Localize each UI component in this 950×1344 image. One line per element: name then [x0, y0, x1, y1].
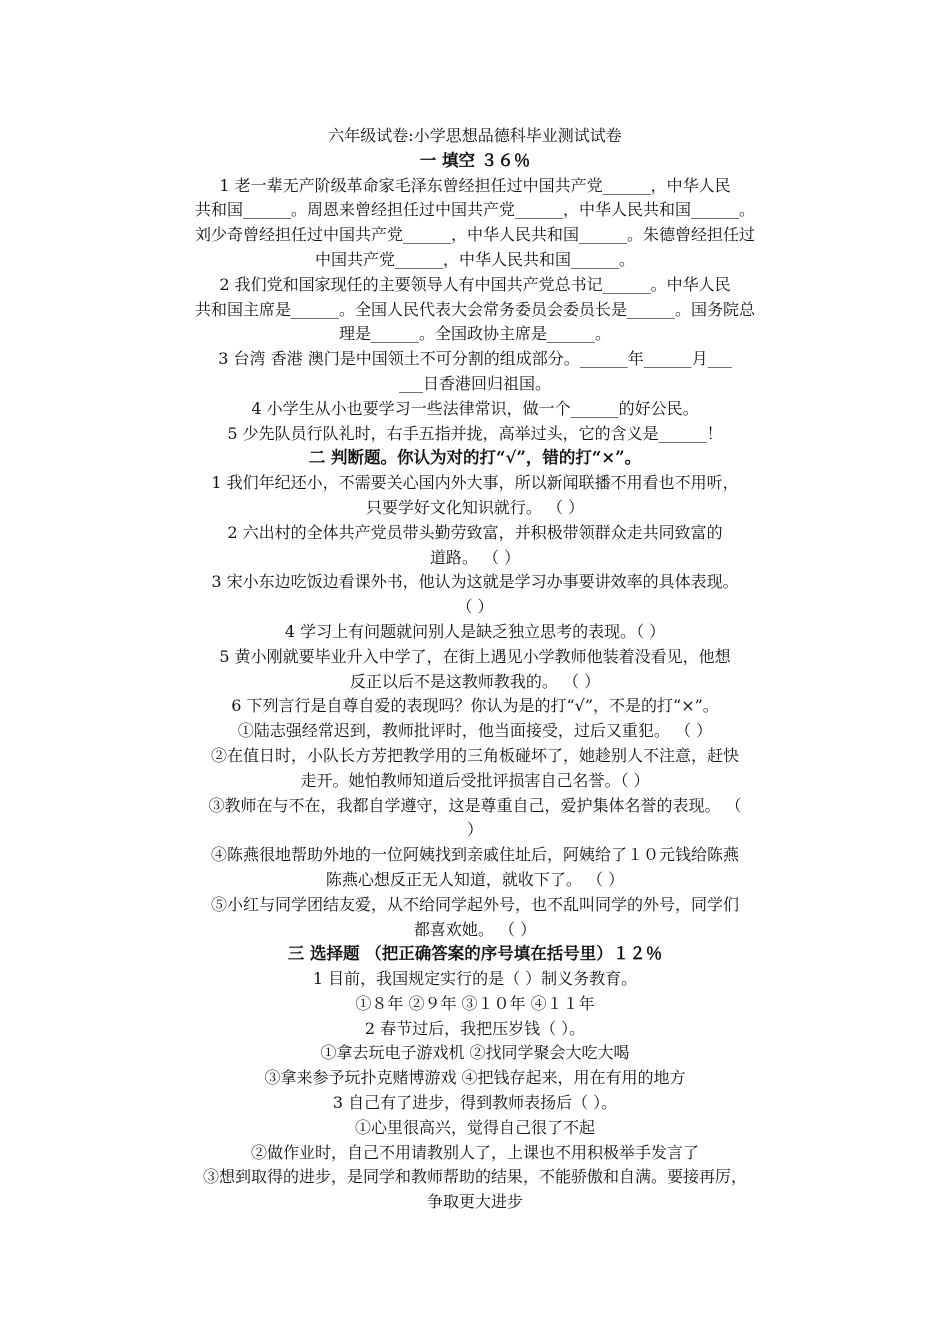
text-line: ④陈燕很地帮助外地的一位阿姨找到亲戚住址后，阿姨给了１０元钱给陈燕	[210, 845, 739, 865]
text-line: 理是______。全国政协主席是______。	[338, 324, 611, 344]
text-line: ③拿来参予玩扑克赌博游戏 ④把钱存起来，用在有用的地方	[264, 1068, 686, 1088]
text-line: ②在值日时，小队长方芳把教学用的三角板碰坏了，她趁别人不注意，赶快	[210, 745, 739, 765]
text-line: 只要学好文化知识就行。 （ ）	[365, 497, 585, 517]
text-line: ）	[466, 820, 483, 840]
text-line: 2 我们党和国家现任的主要领导人有中国共产党总书记______。中华人民	[219, 274, 731, 294]
text-line: 争取更大进步	[426, 1192, 523, 1212]
text-line: ___日香港回归祖国。	[398, 373, 551, 393]
text-line: ①心里很高兴，觉得自己很了不起	[354, 1117, 595, 1137]
section-heading: 三 选择题 （把正确答案的序号填在括号里）１２％	[287, 944, 663, 964]
text-line: 6 下列言行是自尊自爱的表现吗？你认为是的打“√”，不是的打“×”。	[231, 696, 719, 716]
text-line: ③想到取得的进步，是同学和教师帮助的结果，不能骄傲和自满。要接再厉，	[202, 1167, 747, 1187]
text-line: 1 我们年纪还小，不需要关心国内外大事，所以新闻联播不用看也不用听，	[211, 473, 739, 493]
text-line: 1 目前，我国规定实行的是（ ）制义务教育。	[312, 969, 638, 989]
document-title: 六年级试卷:小学思想品德科毕业测试试卷	[328, 126, 622, 145]
text-line: 4 学习上有问题就问别人是缺乏独立思考的表现。（ ）	[284, 621, 666, 641]
section-heading: 一 填空 ３６％	[419, 150, 531, 170]
text-line: ①拿去玩电子游戏机 ②找同学聚会大吃大喝	[320, 1043, 630, 1063]
text-line: 陈燕心想反正无人知道，就收下了。 （ ）	[325, 869, 625, 889]
text-line: 1 老一辈无产阶级革命家毛泽东曾经担任过中国共产党______，中华人民	[219, 175, 731, 195]
text-line: 共和国______。周恩来曾经担任过中国共产党______，中华人民共和国______。	[194, 200, 755, 220]
text-line: （ ）	[456, 597, 494, 617]
text-line: ③教师在与不在，我都自学遵守，这是尊重自己，爱护集体名誉的表现。 （	[208, 795, 742, 815]
text-line: 3 台湾 香港 澳门是中国领土不可分割的组成部分。______年______月___	[218, 349, 732, 369]
text-line: 中国共产党______，中华人民共和国______。	[314, 249, 635, 269]
exam-page	[140, 124, 810, 1215]
text-line: 2 春节过后，我把压岁钱（ ）。	[364, 1018, 586, 1038]
text-line: 反正以后不是这教师教我的。 （ ）	[349, 671, 601, 691]
text-line: 4 小学生从小也要学习一些法律常识，做一个______的好公民。	[251, 398, 699, 418]
text-line: ①８年 ②９年 ③１０年 ④１１年	[355, 993, 595, 1013]
text-line: 道路。 （ ）	[429, 547, 521, 567]
document-body	[140, 149, 810, 1215]
text-line: 3 自己有了进步，得到教师表扬后（ ）。	[332, 1093, 618, 1113]
text-line: ②做作业时，自己不用请教别人了，上课也不用积极举手发言了	[250, 1142, 699, 1162]
text-line: 共和国主席是______。全国人民代表大会常务委员会委员长是______。国务院总	[194, 299, 755, 319]
text-line: 都喜欢她。 （ ）	[413, 919, 537, 939]
text-line: 3 宋小东边吃饭边看课外书，他认为这就是学习办事要讲效率的具体表现。	[211, 572, 739, 592]
text-line: 5 少先队员行队礼时，右手五指并拢，高举过头，它的含义是______！	[227, 423, 723, 443]
text-line: 5 黄小刚就要毕业升入中学了，在街上遇见小学教师他装着没看见，他想	[219, 646, 731, 666]
text-line: 走开。她怕教师知道后受批评损害自己名誉。（ ）	[300, 770, 650, 790]
text-line: ①陆志强经常迟到，教师批评时，他当面接受，过后又重犯。 （ ）	[237, 721, 713, 741]
text-line: ⑤小红与同学团结友爱，从不给同学起外号，也不乱叫同学的外号，同学们	[210, 894, 739, 914]
text-line: 2 六出村的全体共产党员带头勤劳致富，并积极带领群众走共同致富的	[227, 522, 723, 542]
section-heading: 二 判断题。你认为对的打“√”，错的打“×”。	[308, 448, 642, 468]
text-line: 刘少奇曾经担任过中国共产党______，中华人民共和国______。朱德曾经担任过	[194, 225, 755, 245]
